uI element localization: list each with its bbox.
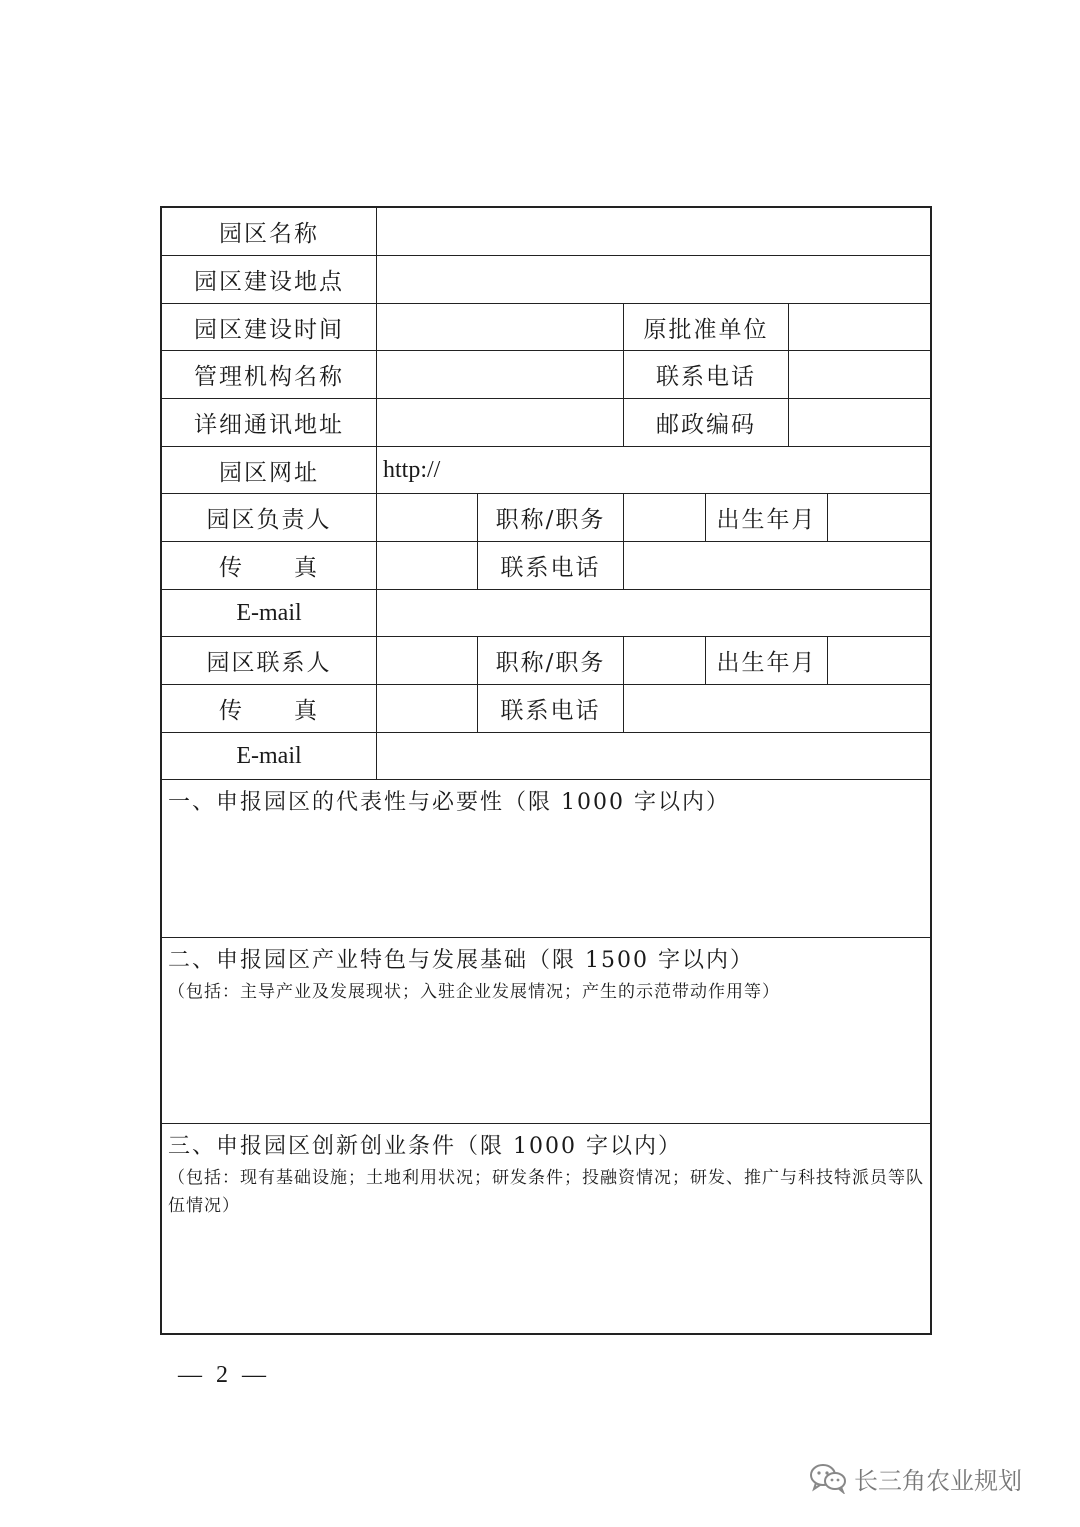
row-contact-fax — [162, 685, 930, 733]
watermark — [808, 1458, 1022, 1498]
application-form — [160, 206, 932, 1335]
contact-title-label: 职称/职务 — [478, 637, 624, 684]
wechat-icon — [808, 1462, 848, 1494]
address-field[interactable] — [377, 399, 624, 446]
contact-email-field[interactable] — [377, 733, 930, 779]
approval-unit-label: 原批准单位 — [624, 304, 789, 350]
row-head-person — [162, 494, 930, 542]
phone-field[interactable] — [789, 351, 930, 398]
website-label: 园区网址 — [162, 447, 377, 493]
contact-birth-label: 出生年月 — [706, 637, 828, 684]
head-title-label: 职称/职务 — [478, 494, 624, 541]
head-birth-label: 出生年月 — [706, 494, 828, 541]
park-name-label: 园区名称 — [162, 208, 377, 255]
park-time-field[interactable] — [377, 304, 624, 350]
row-contact-person — [162, 637, 930, 685]
section-2-note: （包括：主导产业及发展现状；入驻企业发展情况；产生的示范带动作用等） — [168, 982, 780, 1002]
watermark-text: 长三角农业规划 — [854, 1466, 1022, 1495]
postcode-label: 邮政编码 — [624, 399, 789, 446]
approval-unit-field[interactable] — [789, 304, 930, 350]
row-head-email — [162, 590, 930, 637]
row-mgmt-org — [162, 351, 930, 399]
park-time-label: 园区建设时间 — [162, 304, 377, 350]
contact-fax-field[interactable] — [377, 685, 478, 732]
address-label: 详细通讯地址 — [162, 399, 377, 446]
head-phone-label: 联系电话 — [478, 542, 624, 589]
park-location-label: 园区建设地点 — [162, 256, 377, 303]
section-3-note: （包括：现有基础设施；土地利用状况；研发条件；投融资情况；研发、推广与科技特派员等队伍情况） — [168, 1168, 924, 1216]
head-fax-field[interactable] — [377, 542, 478, 589]
head-title-field[interactable] — [624, 494, 706, 541]
row-address — [162, 399, 930, 447]
row-head-fax — [162, 542, 930, 590]
website-field[interactable]: http:// — [383, 456, 441, 483]
row-park-name — [162, 208, 930, 256]
section-3-title: 三、申报园区创新创业条件（限 1000 字以内） — [168, 1134, 682, 1159]
section-industry-features[interactable] — [162, 938, 930, 1124]
section-innovation-conditions[interactable] — [162, 1124, 930, 1333]
head-birth-field[interactable] — [828, 494, 930, 541]
contact-person-label: 园区联系人 — [162, 637, 377, 684]
mgmt-org-label: 管理机构名称 — [162, 351, 377, 398]
section-2-title: 二、申报园区产业特色与发展基础（限 1500 字以内） — [168, 948, 754, 973]
head-email-label: E-mail — [162, 590, 377, 636]
contact-birth-field[interactable] — [828, 637, 930, 684]
contact-person-field[interactable] — [377, 637, 478, 684]
row-contact-email — [162, 733, 930, 780]
section-representativeness[interactable] — [162, 780, 930, 938]
park-location-field[interactable] — [377, 256, 930, 303]
phone-label: 联系电话 — [624, 351, 789, 398]
row-website — [162, 447, 930, 494]
head-person-label: 园区负责人 — [162, 494, 377, 541]
head-person-field[interactable] — [377, 494, 478, 541]
head-fax-label: 传 真 — [162, 542, 377, 589]
contact-phone-label: 联系电话 — [478, 685, 624, 732]
head-email-field[interactable] — [377, 590, 930, 636]
postcode-field[interactable] — [789, 399, 930, 446]
page-number: — 2 — — [178, 1362, 270, 1388]
row-park-location — [162, 256, 930, 304]
contact-phone-field[interactable] — [624, 685, 930, 732]
contact-email-label: E-mail — [162, 733, 377, 779]
head-phone-field[interactable] — [624, 542, 930, 589]
row-park-time — [162, 304, 930, 351]
contact-fax-label: 传 真 — [162, 685, 377, 732]
park-name-field[interactable] — [377, 208, 930, 255]
contact-title-field[interactable] — [624, 637, 706, 684]
mgmt-org-field[interactable] — [377, 351, 624, 398]
section-1-title: 一、申报园区的代表性与必要性（限 1000 字以内） — [168, 790, 730, 815]
